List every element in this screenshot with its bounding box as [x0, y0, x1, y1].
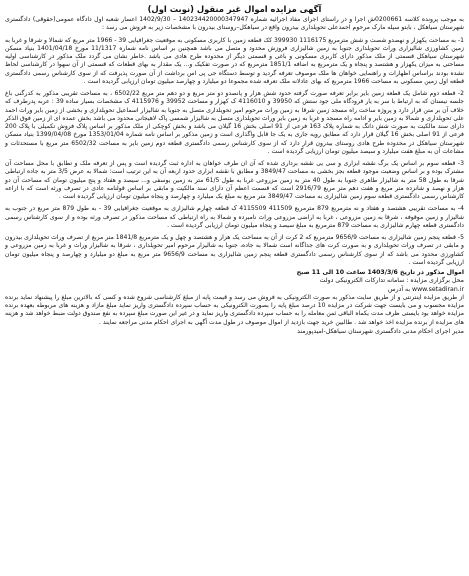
- auction-datetime: اموال مذکور در تاریخ 1403/3/6 ساعت 10 الی 11 صبح: [296, 269, 464, 276]
- parcel-1-paragraph: 1- به مساحت یکهزار و نهصدو شصت و شش مترمربع 1116175 399930 کک قطعه زمین با کاربری مسکونی به موقعیت جغرافیایی 39 - 1966 متر مربع که شمالا و شرقا و غربا به زمین کشاورزی شالیزاری وراث تحویلداری جنوبا به زمین شالیزاری فروزش محدود و متصل می باشد همچنین بر اساس نامه شماره 11/1317 مورخ 1401/04/18 بنیاد مسکن شهرستان سیاهکل قسمتی از ملک مذکور دارای کاربری مسکونی و باغی و قسمتی دیگر از محدوده طرح هادی می باشد .خاطر نشان می گردد ملک مذکور در کارشناسی اولیه مساحتی به میزان یکهزار و هشتصد و پنجاه و یک مترمربع به اضافه 1851/1 مترمربع که در صورت تفکیک و... یک مقدار به بهای قطعات که قسمتی از آن سهوا در کارشناسی لحاظ نشده بودند براساس اظهارات و راهنمایی خواهان ها ملک موصوف تعرفه گردید و توسط دستگاه جی پی اس برداشت از آن صورت پذیرفت که از سوی کارشناس رسمی دادگستری قطعه اول زمین مسکونی به مساحت 1966 مترمربع که بهای عادلانه ملک تعرفه شده مجموعا دو میلیارد و چهارصد میلیون تومان ارزیابی گردیده است .: [5, 36, 465, 85]
- parcel-5-paragraph: 5- قطعه پنجم زمین شالیزاری به مساحت 9656/9 مترمربع که 2 کرت از آن به مساحت یک هزار و هشتصد و چهل و یک مترمربع 1841/8 متر مربع از تصرف وراث تحویلداری بیدرون و مابقی در تصرف وراث تحویلداری و به صورت کرت های جداگانه است شمالا به جاده، جنوبا به شالیزار مرحوم امیر تحویلداری ، شرقا به شالیزار وراث و غربا به زمین مزروعی و کشاورزی محدود می باشد که از سوی کارشناس رسمی دادگستری قطعه پنجم زمین شالیزاری به مساحت 9656/9 متر مربع به مبلغ دو میلیارد و چهارصد و پنجاه میلیون تومان ارزیابی گردیده است .: [5, 234, 465, 266]
- auction-terms-paragraph: از طریق مزایده اینترنتی و از طریق سایت مذکور به صورت الکترونیکی به فروش می رسد و قیمت پایه از مبلغ کارشناسی شروع شده و کسی که بالاترین مبلغ را پیشنهاد نماید برنده مزایده محسوب و می بایست جهت شرکت در مزایده 10 درصد مبلغ پایه را بصورت الکترونیکی به حساب سپرده دادگستری واریز نماید مبلغ مازاد و هزینه های مربوطه بعهده برنده مزایده خواهد بود بایستی ظرف مدت یکماه الباقی ثمن معامله را به حساب سپرده دادگستری واریز نماید و در غیر این صورت مبلغ سپرده به نفع صندوق دولت ضبط خواهد شد و هزینه های مزایده از برنده مزایده اخذ خواهد شد . طالبین خرید جهت بازدید از اموال موصوف در طول مدت آگهی به اجرای احکام مدنی مراجعه نمایند .: [5, 293, 464, 326]
- notice-title: آگهی مزایده اموال غیر منقول (نوبت اول): [147, 4, 322, 14]
- auction-venue: محل برگزاری مزایده : سامانه تدارکات الکترونیکی دولت: [319, 277, 464, 285]
- parcel-4-paragraph: 4- به مساحت تقریبی هشتصد و هفتاد و نه مترمربع 879 مترمربع 411509 4115509 ک قطعه چهارم شالیزاری به موقعیت جغرافیایی 39 - به طول 879 متر مربع در جنوب به شالیزار و زمین موقوفه ، شرقا به زمین مزروعی ، غربا به اراضی مزروعی وراث نامبرده و شمالا به راه ارتباطی که مساحت مذکور در تصرف ورثه بوده و از سوی کارشناس رسمی دادگستری قطعه چهارم شالیزاری به مساحت 879 مترمربع به مبلغ سیصد و پنجاه میلیون تومان ارزیابی گردیده است .: [5, 205, 465, 229]
- signature-line: مدیر اجرای احکام مدنی دادگستری شهرستان سیاهکل-امیدپورمند: [297, 327, 464, 335]
- parcel-2-paragraph: 2- قطعه دوم شامل یک قطعه زمین بایر برابر تعرفه صورت گرفته حدود شش هزار و پانصدو دو متر مربع و دو دهم متر مربع 6502/22 ، به مساحت تقریبی مذکور به کدرگنی باغ جلسه نیستان که به ارتباط با سر به یار فرودگاه ملی جود ستش که 39950 و 4116010 ک کهزار و مساحت 39952 و 4115976 ک مشخصات بسیار ساده 39 : عربه پدرطرف که خلاف آن بر متن قرار دارد و پروژه ساخت راه مسجد زمین شرقا به زمین وراث مرحوم امیر تحویلداری متصل به جنوبا به شالیزار اسماعیل تحویلداری و بخشی از زمین بایر وراث احمد علی تحویلداری و شمالا به زمین بایر و ادامه راه مسجد و غربا به زمین بایر وراث تحویلداری متصل به شالیزار شمسی پاک لاهیجانی محدود می باشد بخش عمده ای از زمین فوق الذکر دارای سند مالکیت به صورت شش دانگ به شماره پلاک 163 فرعی از 91 اصلی بخش 16 گیلان می باشد و بخش کوچکی از ملک مذکور بر اساس پلاک فروش تکمیلی با پلاک 200 فرعی از 91 اصلی بخش 16 گیلان قرار دارد که مطابق رویه جاری به یک جا قابل واگذاری است و زمین مذکور بر اساس نامه شماره 1353/01/04 مورخ 1399/04/08 بنیاد مسکن شهرستان سیاهکل در محدوده طرح هادی روستای بیدرون قرار دارد که از سوی کارشناس رسمی دادگستری قطعه دوم زمین بایر به مساحت 6502/32 متر مربع با مستحدثات و مشاعات آن به مبلغ هفت میلیارد و سیصد میلیون تومان ارزیابی گردیده است .: [5, 90, 464, 155]
- setadiran-link[interactable]: به آدرس www.setadiran.ir: [388, 285, 464, 293]
- intro-paragraph: به موجب پرونده کلاسه 0200661ش اجرا و در راستای اجرای مفاد اجرائیه شماره 140234420000347947 – 1402/9/30 اعسار شعبه اول دادگاه عمومی(حقوقی) دادگستری شهرستان سیاهکل ، بابتو سیله مارک مرحوم احمدعلی تحویلداری بیدرون واقع در سیاهکل–روستای بیدرون با مشخصات زیر به فروش می رسد :: [5, 16, 465, 32]
- auction-website: [5, 286, 464, 294]
- parcel-3-paragraph: 3- قطعه سوم بر اساس یک برگ نقشه ابزاری و سی یی نقشه برداری شده که آن ان طرف خواهان به اداره ثبت گردیده است و پس از تعرفه ملک و تطابق با محل مساحت آن مشترک بوده و بر اساس وضعیت موجود قطعه بجز بخشی به مساحت 3849/47 و مطابق با نقشه ابزاری حدود اربعه آن به این ترتیب است: شمالا به عرض 3/5 متر به جاده ارتباطی شرقا به طول 58 متر به شالیزار طاهری جنوبا به طول 40 متر به زمین مزروعی غربا به طول 61/5 متر به زمین یوسفی و... سیصد و هفتاد و پنج میلیون تومان که مساحت آن دو هزار و نهصد و شانزده متر مربع و هفت دهم متر مربع 2916/79 است که قسمت اعظم آن دارای سند مالکیت و مابقی بر اساس قولنامه عادی در تصرف ورثه است که با اراعه کارشناس رسمی دادگستری قطعه سوم زمین شالیزاری به مساحت 3849/47 متر مربع به مبلغ یک میلیارد و چهارصد و پنجاه میلیون تومان ارزیابی گردیده است .: [5, 160, 465, 200]
